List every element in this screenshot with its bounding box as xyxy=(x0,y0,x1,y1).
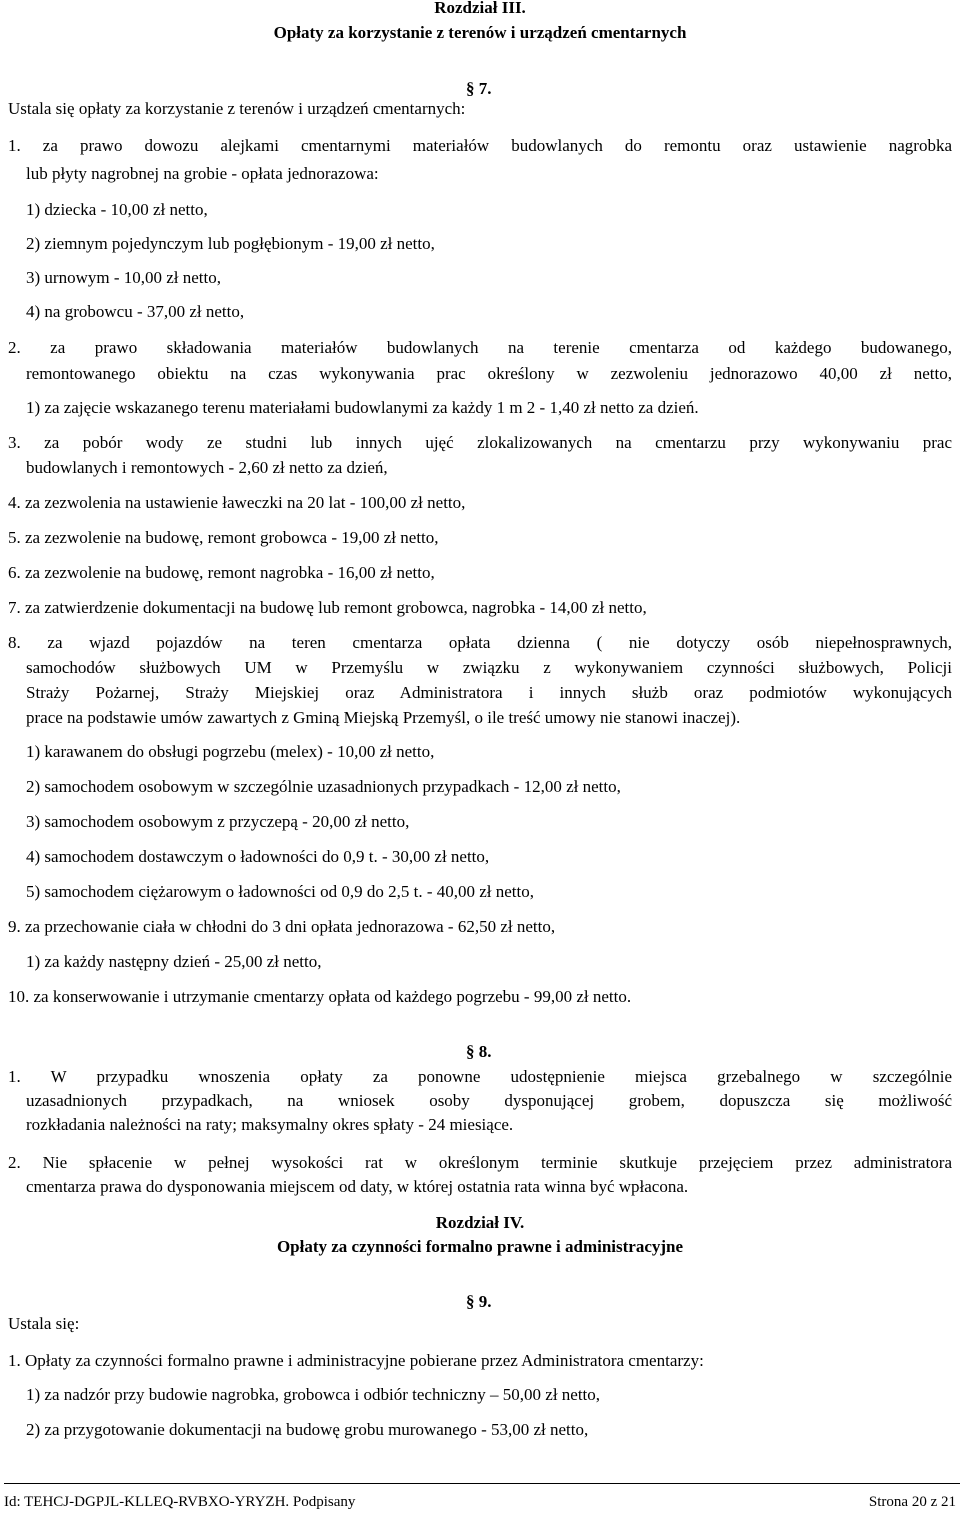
list-item-continuation: Straży Pożarnej, Straży Miejskiej oraz Administratora i innych służb oraz podmiotów wykonujących xyxy=(26,683,952,702)
sub-item: 2) samochodem osobowym w szczególnie uzasadnionych przypadkach - 12,00 zł netto, xyxy=(26,777,621,796)
sub-item: 1) za nadzór przy budowie nagrobka, grobowca i odbiór techniczny – 50,00 zł netto, xyxy=(26,1385,601,1404)
sub-item: 3) samochodem osobowym z przyczepą - 20,00 zł netto, xyxy=(26,812,410,831)
sub-item: 1) karawanem do obsługi pogrzebu (melex) - 10,00 zł netto, xyxy=(26,742,435,761)
section-number: § 7. xyxy=(466,79,492,98)
section-number: § 9. xyxy=(466,1292,492,1311)
list-item: 3. za pobór wody ze studni lub innych ujęć zlokalizowanych na cmentarzu przy wykonywaniu prac xyxy=(8,433,952,452)
footer-divider xyxy=(4,1483,960,1484)
list-item: 1. Opłaty za czynności formalno prawne i administracyjne pobierane przez Administratora cmentarzy: xyxy=(8,1351,704,1370)
chapter-title: Rozdział IV. xyxy=(435,1213,525,1232)
sub-item: 1) dziecka - 10,00 zł netto, xyxy=(26,200,208,219)
sub-item: 1) za każdy następny dzień - 25,00 zł netto, xyxy=(26,952,322,971)
list-item: 2. za prawo składowania materiałów budowlanych na terenie cmentarza od każdego budowanego, xyxy=(8,338,952,357)
paragraph-line: rozkładania należności na raty; maksymalny okres spłaty - 24 miesiące. xyxy=(26,1115,514,1134)
sub-item: 2) ziemnym pojedynczym lub pogłębionym - 19,00 zł netto, xyxy=(26,234,435,253)
list-item: 6. za zezwolenie na budowę, remont nagrobka - 16,00 zł netto, xyxy=(8,563,435,582)
chapter-title: Rozdział III. xyxy=(434,0,526,17)
paragraph-line: uzasadnionych przypadkach, na wniosek osoby dysponującej grobem, dopuszcza się możliwość xyxy=(26,1091,952,1110)
section-intro: Ustala się: xyxy=(8,1314,80,1333)
list-item-continuation: budowlanych i remontowych - 2,60 zł netto za dzień, xyxy=(26,458,388,477)
sub-item: 2) za przygotowanie dokumentacji na budowę grobu murowanego - 53,00 zł netto, xyxy=(26,1420,589,1439)
list-item-continuation: samochodów służbowych UM w Przemyślu w związku z wykonywaniem czynności służbowych, Policji xyxy=(26,658,952,677)
section-intro: Ustala się opłaty za korzystanie z terenów i urządzeń cmentarnych: xyxy=(8,99,466,118)
list-item-continuation: lub płyty nagrobnej na grobie - opłata jednorazowa: xyxy=(26,164,379,183)
document-id: Id: TEHCJ-DGPJL-KLLEQ-RVBXO-YRYZH. Podpisany xyxy=(4,1494,356,1510)
page-number: Strona 20 z 21 xyxy=(868,1494,956,1510)
list-item-continuation: prace na podstawie umów zawartych z Gminą Miejską Przemyśl, o ile treść umowy nie stanowi inaczej). xyxy=(26,708,741,727)
list-item: 10. za konserwowanie i utrzymanie cmentarzy opłata od każdego pogrzebu - 99,00 zł netto. xyxy=(8,987,632,1006)
paragraph-line: 1. W przypadku wnoszenia opłaty za ponowne udostępnienie miejsca grzebalnego w szczególnie xyxy=(8,1067,952,1086)
chapter-subtitle: Opłaty za korzystanie z terenów i urządzeń cmentarnych xyxy=(273,23,687,42)
sub-item: 3) urnowym - 10,00 zł netto, xyxy=(26,268,221,287)
list-item: 7. za zatwierdzenie dokumentacji na budowę lub remont grobowca, nagrobka - 14,00 zł netto, xyxy=(8,598,647,617)
list-item: 4. za zezwolenia na ustawienie ławeczki na 20 lat - 100,00 zł netto, xyxy=(8,493,466,512)
list-item: 5. za zezwolenie na budowę, remont grobowca - 19,00 zł netto, xyxy=(8,528,439,547)
sub-item: 4) na grobowcu - 37,00 zł netto, xyxy=(26,302,245,321)
paragraph-line: cmentarza prawa do dysponowania miejscem od daty, w której ostatnia rata winna być wpłacona. xyxy=(26,1177,689,1196)
list-item: 8. za wjazd pojazdów na teren cmentarza opłata dzienna ( nie dotyczy osób niepełnosprawnych, xyxy=(8,633,952,652)
paragraph-line: 2. Nie spłacenie w pełnej wysokości rat w określonym terminie skutkuje przejęciem przez administratora xyxy=(8,1153,952,1172)
list-item: 9. za przechowanie ciała w chłodni do 3 dni opłata jednorazowa - 62,50 zł netto, xyxy=(8,917,556,936)
sub-item: 1) za zajęcie wskazanego terenu materiałami budowlanymi za każdy 1 m 2 - 1,40 zł netto za dzień. xyxy=(26,398,699,417)
list-item: 1. za prawo dowozu alejkami cmentarnymi materiałów budowlanych do remontu oraz ustawienie nagrobka xyxy=(8,136,952,155)
chapter-subtitle: Opłaty za czynności formalno prawne i administracyjne xyxy=(276,1237,684,1256)
sub-item: 5) samochodem ciężarowym o ładowności od 0,9 do 2,5 t. - 40,00 zł netto, xyxy=(26,882,534,901)
sub-item: 4) samochodem dostawczym o ładowności do 0,9 t. - 30,00 zł netto, xyxy=(26,847,490,866)
list-item-continuation: remontowanego obiektu na czas wykonywania prac określony w zezwoleniu jednorazowo 40,00 zł netto, xyxy=(26,364,952,383)
section-number: § 8. xyxy=(466,1042,492,1061)
